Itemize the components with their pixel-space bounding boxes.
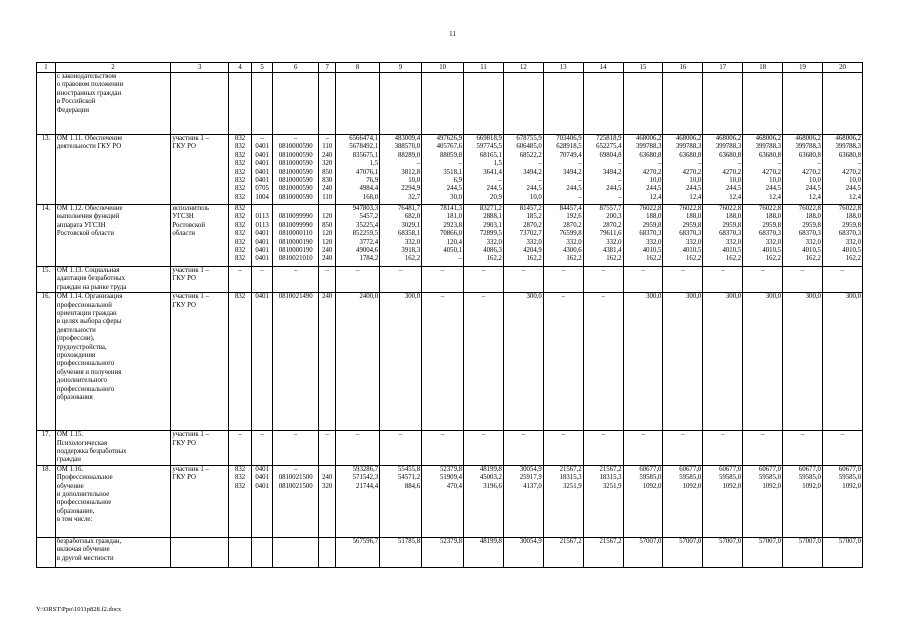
page-number: 11: [449, 30, 456, 38]
cell-v20: 60677,0 59585,0 1092,0: [822, 465, 862, 537]
cell-c6: –: [273, 267, 319, 293]
cell-n: 16.: [37, 293, 56, 431]
cell-v14: 87557,7 200,3 2870,2 79611,6 332,0 4381,4 162,2: [583, 205, 623, 267]
header-cell: 8: [336, 63, 380, 73]
cell-v10: 52379,8 51909,4 470,4: [422, 465, 464, 537]
cell-c7: 240: [319, 293, 336, 431]
header-cell: 13: [543, 63, 583, 73]
cell-v11: 669818,9 597745,5 68165,1 1,5 3641,4 – 244,5 20,9: [464, 135, 504, 205]
cell-c4: 832 832 832: [229, 465, 252, 537]
cell-v16: 57007,0: [663, 537, 703, 567]
cell-c7: – 110 240 320 850 830 240 110: [319, 135, 336, 205]
cell-n: 18.: [37, 465, 56, 537]
cell-c6: – 0810000590 0810000590 0810000590 0810000590 0810000590 0810000590 0810000590: [273, 135, 319, 205]
header-cell: 12: [503, 63, 543, 73]
cell-name: безработных граждан, включая обучение в другой местности: [55, 537, 170, 567]
cell-v10: [422, 73, 464, 135]
cell-v19: 60677,0 59585,0 1092,0: [783, 465, 823, 537]
cell-v13: [543, 73, 583, 135]
cell-exec: участник 1 – ГКУ РО: [171, 267, 229, 293]
header-cell: 17: [703, 63, 743, 73]
cell-v8: 947803,3 5457,2 35225,4 852259,5 3772,4 49004,6 1784,2: [336, 205, 380, 267]
cell-v11: –: [464, 431, 504, 466]
cell-v13: 21567,2: [543, 537, 583, 567]
cell-n: [37, 73, 56, 135]
table-row: [37, 465, 863, 537]
header-cell: 2: [55, 63, 170, 73]
cell-v12: –: [503, 267, 543, 293]
cell-c5: [252, 537, 273, 567]
cell-v18: 300,0: [743, 293, 783, 431]
cell-v18: 468006,2 399788,3 63680,8 – 4270,2 10,0 244,5 12,4: [743, 135, 783, 205]
cell-v19: –: [783, 267, 823, 293]
cell-v19: [783, 73, 823, 135]
table-row: [37, 135, 863, 205]
cell-v17: –: [703, 431, 743, 466]
cell-v17: 57007,0: [703, 537, 743, 567]
cell-v8: 593286,7 571542,3 21744,4: [336, 465, 380, 537]
cell-n: 15.: [37, 267, 56, 293]
cell-v16: –: [663, 431, 703, 466]
cell-v11: –: [464, 293, 504, 431]
header-cell: 9: [380, 63, 422, 73]
cell-name: ОМ 1.14. Организация профессиональной ориентации граждан в целях выбора сферы деятельности (профессии), трудоустройства, прохождения профессионального обучения и получения дополнительного профессионального образования: [55, 293, 170, 431]
cell-v13: 21567,2 18315,3 3251,9: [543, 465, 583, 537]
header-cell: 6: [273, 63, 319, 73]
cell-v15: 468006,2 399788,3 63680,8 – 4270,2 10,0 244,5 12,4: [623, 135, 663, 205]
header-cell: 11: [464, 63, 504, 73]
cell-v15: 76022,8 188,0 2959,8 68370,3 332,0 4010,5 162,2: [623, 205, 663, 267]
cell-v19: 57007,0: [783, 537, 823, 567]
cell-v8: 567596,7: [336, 537, 380, 567]
table-row: [37, 537, 863, 567]
header-cell: 14: [583, 63, 623, 73]
header-cell: 16: [663, 63, 703, 73]
cell-v12: 30054,9: [503, 537, 543, 567]
cell-v14: –: [583, 293, 623, 431]
cell-v12: 300,0: [503, 293, 543, 431]
cell-v18: 60677,0 59585,0 1092,0: [743, 465, 783, 537]
cell-c4: [229, 537, 252, 567]
table-row: [37, 73, 863, 135]
header-cell: 3: [171, 63, 229, 73]
cell-v10: 497626,9 405767,6 88059,8 – 3518,1 6,9 244,5 30,0: [422, 135, 464, 205]
cell-v12: –: [503, 431, 543, 466]
cell-c7: 120 850 120 120 240 240: [319, 205, 336, 267]
cell-v13: 703406,9 628918,5 70749,4 – 3494,2 – 244,5 –: [543, 135, 583, 205]
cell-v18: 76022,8 188,0 2959,8 68370,3 332,0 4010,5 162,2: [743, 205, 783, 267]
cell-v9: –: [380, 431, 422, 466]
cell-v18: [743, 73, 783, 135]
cell-v9: 55455,8 54571,2 884,6: [380, 465, 422, 537]
cell-v19: 300,0: [783, 293, 823, 431]
header-cell: 19: [783, 63, 823, 73]
cell-v18: –: [743, 431, 783, 466]
cell-v14: 21567,2: [583, 537, 623, 567]
cell-c6: [273, 537, 319, 567]
file-path-footer: Y:\ORST\Ppo\1011p828.f2.docx: [36, 606, 122, 613]
cell-c4: –: [229, 431, 252, 466]
cell-v15: –: [623, 267, 663, 293]
cell-c4: 832 832 832 832 832 832 832: [229, 205, 252, 267]
cell-v13: –: [543, 293, 583, 431]
cell-v19: 468006,2 399788,3 63680,8 – 4270,2 10,0 244,5 12,4: [783, 135, 823, 205]
cell-exec: [171, 73, 229, 135]
table-row: [37, 267, 863, 293]
cell-v20: [822, 73, 862, 135]
cell-v18: 57007,0: [743, 537, 783, 567]
cell-v16: 76022,8 188,0 2959,8 68370,3 332,0 4010,5 162,2: [663, 205, 703, 267]
cell-v17: 468006,2 399788,3 63680,8 – 4270,2 10,0 244,5 12,4: [703, 135, 743, 205]
cell-name: ОМ 1.12. Обеспечение выполнения функций аппарата УГСЗН Ростовской области: [55, 205, 170, 267]
cell-v16: 60677,0 59585,0 1092,0: [663, 465, 703, 537]
cell-v17: 300,0: [703, 293, 743, 431]
cell-v17: 76022,8 188,0 2959,8 68370,3 332,0 4010,5 162,2: [703, 205, 743, 267]
cell-v20: 76022,8 188,0 2959,8 68370,3 332,0 4010,5 162,2: [822, 205, 862, 267]
cell-name: ОМ 1.16. Профессиональное обучение и дополнительное профессиональное образование, в том числе:: [55, 465, 170, 537]
cell-exec: исполнитель УГСЗН Ростовской области: [171, 205, 229, 267]
table-row: [37, 205, 863, 267]
cell-name: ОМ 1.15. Психологическая поддержка безработных граждан: [55, 431, 170, 466]
cell-name: ОМ 1.11. Обеспечение деятельности ГКУ РО: [55, 135, 170, 205]
cell-v8: [336, 73, 380, 135]
cell-exec: [171, 537, 229, 567]
cell-c4: –: [229, 267, 252, 293]
cell-v9: 300,0: [380, 293, 422, 431]
cell-v15: [623, 73, 663, 135]
header-cell: 4: [229, 63, 252, 73]
cell-exec: участник 1 – ГКУ РО: [171, 465, 229, 537]
cell-v20: 300,0: [822, 293, 862, 431]
cell-exec: участник 1 – ГКУ РО: [171, 293, 229, 431]
cell-c7: –: [319, 431, 336, 466]
cell-v14: –: [583, 267, 623, 293]
cell-v14: –: [583, 431, 623, 466]
cell-name: с законодательством о правовом положении иностранных граждан в Российской Федерации: [55, 73, 170, 135]
cell-v9: 51785,8: [380, 537, 422, 567]
cell-c7: –: [319, 267, 336, 293]
header-row: [37, 63, 863, 73]
header-cell: 5: [252, 63, 273, 73]
cell-v17: –: [703, 267, 743, 293]
table-row: [37, 293, 863, 431]
cell-v9: 483009,4 388570,0 88289,0 – 3812,8 10,0 2294,9 32,7: [380, 135, 422, 205]
header-cell: 18: [743, 63, 783, 73]
cell-v19: –: [783, 431, 823, 466]
header-cell: 10: [422, 63, 464, 73]
cell-v20: 57007,0: [822, 537, 862, 567]
cell-v8: –: [336, 431, 380, 466]
cell-exec: участник 1 – ГКУ РО: [171, 431, 229, 466]
cell-c6: – 0810021500 0810021500: [273, 465, 319, 537]
cell-v9: –: [380, 267, 422, 293]
cell-v8: 2400,0: [336, 293, 380, 431]
cell-v13: 84457,4 192,6 2870,2 76599,8 332,0 4300,6 162,2: [543, 205, 583, 267]
cell-v16: 468006,2 399788,3 63680,8 – 4270,2 10,0 244,5 12,4: [663, 135, 703, 205]
cell-v11: 48199,8 45003,2 3196,6: [464, 465, 504, 537]
cell-v13: –: [543, 431, 583, 466]
cell-n: 14.: [37, 205, 56, 267]
cell-v15: 57007,0: [623, 537, 663, 567]
cell-v15: –: [623, 431, 663, 466]
cell-v11: [464, 73, 504, 135]
cell-v11: 83271,2 2888,1 2903,1 72899,5 332,0 4086,3 162,2: [464, 205, 504, 267]
cell-v12: [503, 73, 543, 135]
cell-name: ОМ 1.13. Социальная адаптация безработных граждан на рынке труда: [55, 267, 170, 293]
header-cell: 1: [37, 63, 56, 73]
cell-v12: 30054,9 25917,9 4137,0: [503, 465, 543, 537]
cell-v17: 60677,0 59585,0 1092,0: [703, 465, 743, 537]
cell-c5: [252, 73, 273, 135]
header-cell: 15: [623, 63, 663, 73]
cell-c4: 832: [229, 293, 252, 431]
cell-v10: 52379,8: [422, 537, 464, 567]
cell-v12: 81457,2 185,2 2870,2 73702,7 332,0 4204,9 162,2: [503, 205, 543, 267]
cell-v20: –: [822, 267, 862, 293]
header-cell: 20: [822, 63, 862, 73]
cell-c4: [229, 73, 252, 135]
cell-c6: 0810099990 0810099990 0810000110 0810000190 0810000190 0810021010: [273, 205, 319, 267]
cell-c7: 240 320: [319, 465, 336, 537]
column-number-header: [37, 63, 863, 73]
cell-v16: [663, 73, 703, 135]
table-body: [37, 73, 863, 568]
cell-exec: участник 1 – ГКУ РО: [171, 135, 229, 205]
cell-c6: 0810021490: [273, 293, 319, 431]
cell-c5: 0401: [252, 293, 273, 431]
cell-c7: [319, 73, 336, 135]
cell-v18: –: [743, 267, 783, 293]
cell-v13: –: [543, 267, 583, 293]
cell-v8: –: [336, 267, 380, 293]
cell-v15: 60677,0 59585,0 1092,0: [623, 465, 663, 537]
cell-v9: 76481,7 682,0 3029,1 68358,1 332,0 3918,3 162,2: [380, 205, 422, 267]
cell-n: 17.: [37, 431, 56, 466]
cell-c7: [319, 537, 336, 567]
cell-c5: 0113 0113 0401 0401 0401 0401: [252, 205, 273, 267]
cell-v16: 300,0: [663, 293, 703, 431]
table-row: [37, 431, 863, 466]
cell-v8: 6566474,1 5678492,1 835675,1 1,5 47076,1 76,9 4984,4 168,0: [336, 135, 380, 205]
cell-c5: –: [252, 431, 273, 466]
cell-v10: –: [422, 267, 464, 293]
cell-v11: –: [464, 267, 504, 293]
cell-v9: [380, 73, 422, 135]
cell-c5: 0401 0401 0401: [252, 465, 273, 537]
cell-v17: [703, 73, 743, 135]
cell-v10: –: [422, 293, 464, 431]
cell-c6: [273, 73, 319, 135]
budget-table: [36, 62, 863, 568]
cell-v20: 468006,2 399788,3 63680,8 – 4270,2 10,0 244,5 12,4: [822, 135, 862, 205]
cell-c5: – 0401 0401 0401 0401 0401 0705 1004: [252, 135, 273, 205]
cell-v14: [583, 73, 623, 135]
cell-v10: –: [422, 431, 464, 466]
cell-n: 13.: [37, 135, 56, 205]
cell-v14: 725818,9 652275,4 69804,8 – 3494,2 – 244,5 –: [583, 135, 623, 205]
header-cell: 7: [319, 63, 336, 73]
cell-v10: 78141,3 181,0 2923,8 70866,0 120,4 4050,1 –: [422, 205, 464, 267]
cell-c5: –: [252, 267, 273, 293]
cell-v19: 76022,8 188,0 2959,8 68370,3 332,0 4010,5 162,2: [783, 205, 823, 267]
cell-v16: –: [663, 267, 703, 293]
cell-c6: –: [273, 431, 319, 466]
cell-n: [37, 537, 56, 567]
cell-v14: 21567,2 18315,3 3251,9: [583, 465, 623, 537]
cell-v11: 48199,8: [464, 537, 504, 567]
cell-v20: –: [822, 431, 862, 466]
cell-v12: 678755,9 606485,0 68522,2 – 3494,2 – 244,5 10,0: [503, 135, 543, 205]
cell-c4: 832 832 832 832 832 832 832 832: [229, 135, 252, 205]
cell-v15: 300,0: [623, 293, 663, 431]
